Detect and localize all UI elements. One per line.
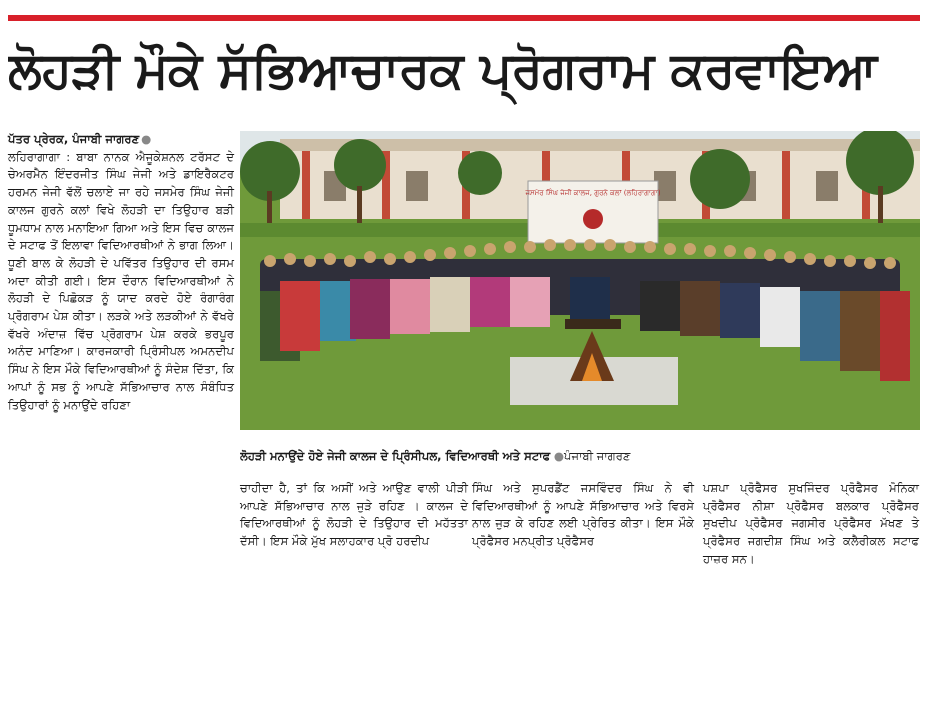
headline: ਲੋਹੜੀ ਮੌਕੇ ਸੱਭਿਆਚਾਰਕ ਪ੍ਰੋਗਰਾਮ ਕਰਵਾਇਆ [8,41,877,99]
article-column-4: ਪਸ਼ਪਾ ਪ੍ਰੋਫੈਸਰ ਸੁਖਜਿੰਦਰ ਪ੍ਰੋਫੈਸਰ ਮੋਨਿਕਾ ਪ੍ਰੋਫੈਸਰ ਨੀਸ਼ਾ ਪ੍ਰੋਫੈਸਰ ਬਲਕਾਰ ਪ੍ਰੋਫੈਸਰ ਸੁਖਦੀਪ ਪ੍ਰੋਫੈਸਰ ਜਗਸੀਰ ਪ੍ਰੋਫੈਸਰ ਮੱਖਣ ਤੇ ਪ੍ਰੋਫੈਸਰ ਜਗਦੀਸ਼ ਸਿੰਘ ਅਤੇ ਕਲੈਰੀਕਲ ਸਟਾਫ ਹਾਜ਼ਰ ਸਨ। [703,481,919,566]
top-red-rule [8,15,920,21]
photo-caption: ਲੋਹੜੀ ਮਨਾਉਂਦੇ ਹੋਏ ਜੇਜੀ ਕਾਲਜ ਦੇ ਪ੍ਰਿੰਸੀਪਲ, ਵਿਦਿਆਰਥੀ ਅਤੇ ਸਟਾਫ ●ਪੰਜਾਬੀ ਜਾਗਰਣ [240,449,631,463]
caption-text: ਲੋਹੜੀ ਮਨਾਉਂਦੇ ਹੋਏ ਜੇਜੀ ਕਾਲਜ ਦੇ ਪ੍ਰਿੰਸੀਪਲ, ਵਿਦਿਆਰਥੀ ਅਤੇ ਸਟਾਫ [240,449,551,463]
byline: ਪੱਤਰ ਪ੍ਰੇਰਕ, ਪੰਜਾਬੀ ਜਾਗਰਣ ● [8,132,152,146]
article-body-1: ਲਹਿਰਾਗਾਗਾ : ਬਾਬਾ ਨਾਨਕ ਐਜੂਕੇਸ਼ਨਲ ਟਰੱਸਟ ਦੇ ਚੇਅਰਮੈਨ ਇੰਦਰਜੀਤ ਸਿੰਘ ਜੇਜੀ ਅਤੇ ਡਾਇਰੈਕਟਰ ਹਰਮਨ ਜੇਜੀ ਵੱਲੋਂ ਚਲਾਏ ਜਾ ਰਹੇ ਜਸਮੇਰ ਸਿੰਘ ਜੇਜੀ ਕਾਲਜ ਗੁਰਨੇ ਕਲਾਂ ਵਿਖੇ ਲੋਹੜੀ ਦਾ ਤਿਉਹਾਰ ਬੜੀ ਧੂਮਧਾਮ ਨਾਲ ਮਨਾਇਆ ਗਿਆ ਅਤੇ ਇਸ ਵਿਚ ਕਾਲਜ ਦੇ ਸਟਾਫ ਤੋਂ ਇਲਾਵਾ ਵਿਦਿਆਰਥੀਆਂ ਨੇ ਭਾਗ ਲਿਆ। ਧੂਣੀ ਬਾਲ ਕੇ ਲੋਹੜੀ ਦੇ ਪਵਿੱਤਰ ਤਿਉਹਾਰ ਦੀ ਰਸਮ ਅਦਾ ਕੀਤੀ ਗਈ। ਇਸ ਦੌਰਾਨ ਵਿਦਿਆਰਥੀਆਂ ਨੇ ਲੋਹੜੀ ਦੇ ਪਿਛੋਕੜ ਨੂੰ ਯਾਦ ਕਰਦੇ ਹੋਏ ਰੰਗਾਰੰਗ ਪ੍ਰੋਗਰਾਮ ਪੇਸ਼ ਕੀਤਾ। ਲੜਕੇ ਅਤੇ ਲੜਕੀਆਂ ਨੇ ਵੱਖਰੇ ਵੱਖਰੇ ਅੰਦਾਜ਼ ਵਿੱਚ ਪ੍ਰੋਗਰਾਮ ਪੇਸ਼ ਕਰਕੇ ਭਰਪੂਰ ਅਨੰਦ ਮਾਣਿਆ। ਕਾਰਜਕਾਰੀ ਪ੍ਰਿੰਸੀਪਲ ਅਮਨਦੀਪ ਸਿੰਘ ਨੇ ਇਸ ਮੌਕੇ ਵਿਦਿਆਰਥੀਆਂ ਨੂੰ ਸੰਦੇਸ਼ ਦਿੱਤਾ, ਕਿ ਆਪਾਂ ਨੂੰ ਸਭ ਨੂੰ ਆਪਣੇ ਸੱਭਿਆਚਾਰ ਨਾਲ ਸੰਬੰਧਿਤ ਤਿਉਹਾਰਾਂ ਨੂੰ ਮਨਾਉਂਦੇ ਰਹਿਣਾ [8,149,234,412]
caption-credit: ਪੰਜਾਬੀ ਜਾਗਰਣ [563,449,631,463]
event-photo [240,131,920,430]
banner-text: ਜਸਮੇਰ ਸਿੰਘ ਜੇਜੀ ਕਾਲਜ, ਗੁਰਨੇ ਕਲਾਂ (ਲਹਿਰਾਗਾਗਾ) [525,189,661,197]
article-column-2: ਚਾਹੀਦਾ ਹੈ, ਤਾਂ ਕਿ ਅਸੀਂ ਅਤੇ ਆਉਣ ਵਾਲੀ ਪੀੜੀ ਆਪਣੇ ਸੱਭਿਆਚਾਰ ਨਾਲ ਜੁੜੇ ਰਹਿਣ । ਕਾਲਜ ਦੇ ਵਿਦਿਆਰਥੀਆਂ ਨੂੰ ਲੋਹੜੀ ਦੇ ਤਿਉਹਾਰ ਦੀ ਮਹੱਤਤਾ ਦੱਸੀ। ਇਸ ਮੌਕੇ ਮੁੱਖ ਸਲਾਹਕਾਰ ਪ੍ਰੋ ਹਰਦੀਪ [240,481,468,549]
article-column-1 [8,131,234,414]
article-column-3: ਸਿੰਘ ਅਤੇ ਸੁਪਰਡੈਂਟ ਜਸਵਿੰਦਰ ਸਿੰਘ ਨੇ ਵੀ ਵਿਦਿਆਰਥੀਆਂ ਨੂੰ ਆਪਣੇ ਸੱਭਿਆਚਾਰ ਅਤੇ ਵਿਰਸੇ ਨਾਲ ਜੁੜ ਕੇ ਰਹਿਣ ਲਈ ਪ੍ਰੇਰਿਤ ਕੀਤਾ। ਇਸ ਮੌਕੇ ਪ੍ਰੋਫੈਸਰ ਮਨਪ੍ਰੀਤ ਪ੍ਰੋਫੈਸਰ [472,481,694,549]
